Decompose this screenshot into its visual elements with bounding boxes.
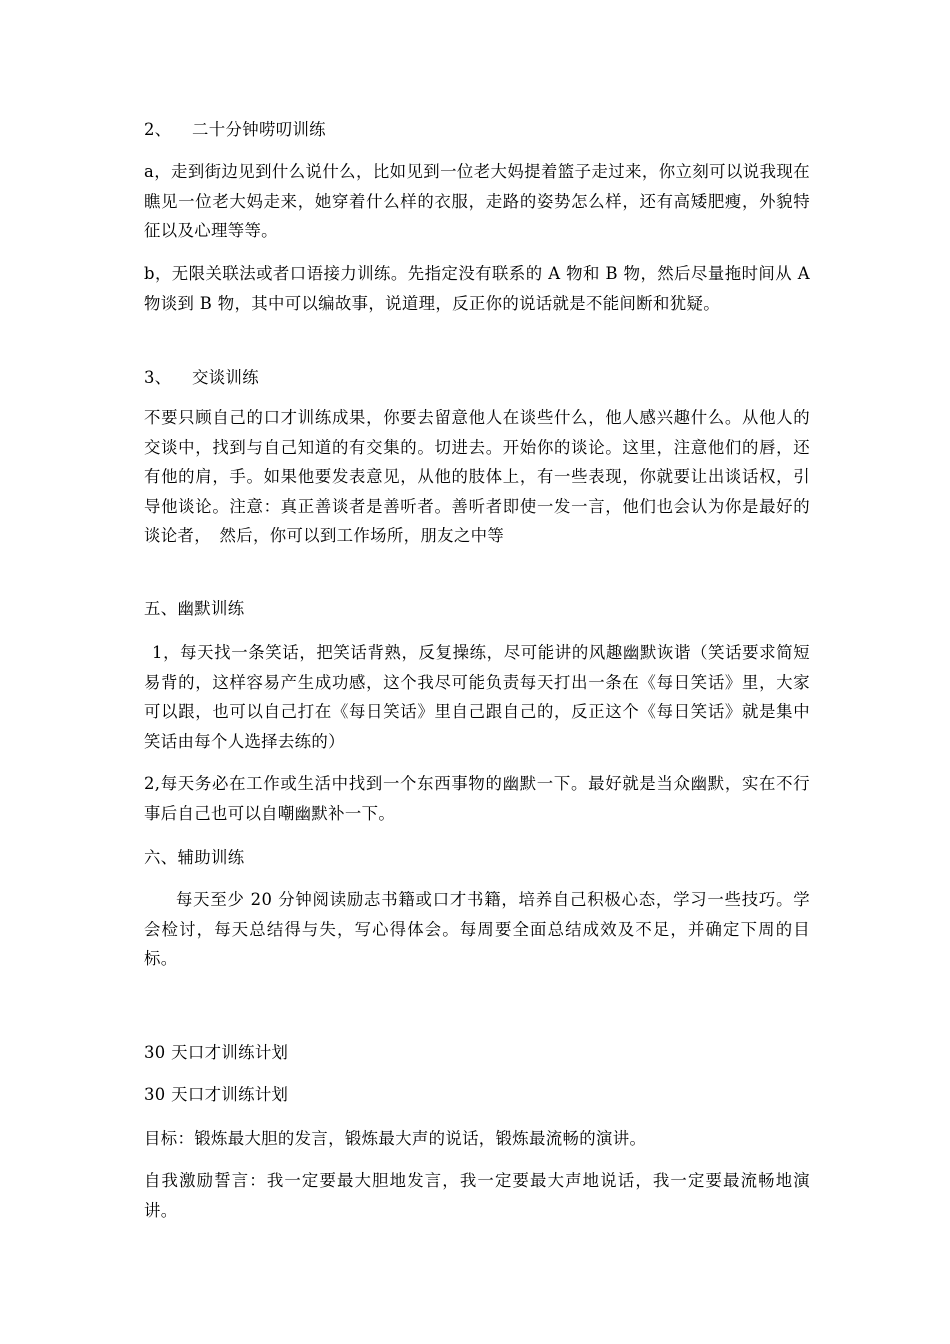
- paragraph-6-body: 每天至少 20 分钟阅读励志书籍或口才书籍，培养自己积极心态，学习一些技巧。学会检讨，每天总结得与失，写心得体会。每周要全面总结成效及不足，并确定下周的目标。: [144, 890, 810, 968]
- plan-title-1: 30 天口才训练计划: [144, 1043, 289, 1062]
- section-3-number: 3、: [144, 368, 172, 387]
- section-2-number: 2、: [144, 120, 172, 139]
- section-2-heading: [144, 115, 810, 145]
- paragraph-3-body: 不要只顾自己的口才训练成果，你要去留意他人在谈些什么，他人感兴趣什么。从他人的交谈中，找到与自己知道的有交集的。切进去。开始你的谈论。这里，注意他们的唇，还有他的肩，手。如果他要发表意见，从他的肢体上，有一些表现，你就要让出谈话权，引导他谈论。注意：真正善谈者是善听者。善听者即使一发一言，他们也会认为你是最好的谈论者， 然后，你可以到工作场所，朋友之中等: [144, 408, 810, 545]
- section-6-heading: 六、辅助训练: [144, 848, 245, 867]
- plan-title-2: 30 天口才训练计划: [144, 1085, 289, 1104]
- paragraph-2b: b，无限关联法或者口语接力训练。先指定没有联系的 A 物和 B 物，然后尽量拖时间从 A 物谈到 B 物，其中可以编故事，说道理，反正你的说话就是不能间断和犹疑。: [144, 264, 810, 313]
- section-5-heading: 五、幽默训练: [144, 599, 245, 618]
- paragraph-5-2: 2,每天务必在工作或生活中找到一个东西事物的幽默一下。最好就是当众幽默，实在不行事后自己也可以自嘲幽默补一下。: [144, 774, 810, 823]
- goal-line: 目标：锻炼最大胆的发言，锻炼最大声的说话，锻炼最流畅的演讲。: [144, 1129, 647, 1148]
- section-3-heading: [144, 363, 810, 393]
- section-2-title: 二十分钟唠叨训练: [192, 120, 326, 139]
- paragraph-2a: a，走到街边见到什么说什么，比如见到一位老大妈提着篮子走过来，你立刻可以说我现在瞧见一位老大妈走来，她穿着什么样的衣服，走路的姿势怎么样，还有高矮肥瘦，外貌特征以及心理等等。: [144, 162, 810, 240]
- section-3-title: 交谈训练: [192, 368, 259, 387]
- oath-paragraph: 自我激励誓言：我一定要最大胆地发言，我一定要最大声地说话，我一定要最流畅地演讲。: [144, 1171, 810, 1220]
- paragraph-5-1: 1，每天找一条笑话，把笑话背熟，反复操练，尽可能讲的风趣幽默诙谐（笑话要求简短易背的，这样容易产生成功感，这个我尽可能负责每天打出一条在《每日笑话》里，大家可以跟，也可以自己打在《每日笑话》里自己跟自己的，反正这个《每日笑话》就是集中笑话由每个人选择去练的）: [144, 643, 810, 751]
